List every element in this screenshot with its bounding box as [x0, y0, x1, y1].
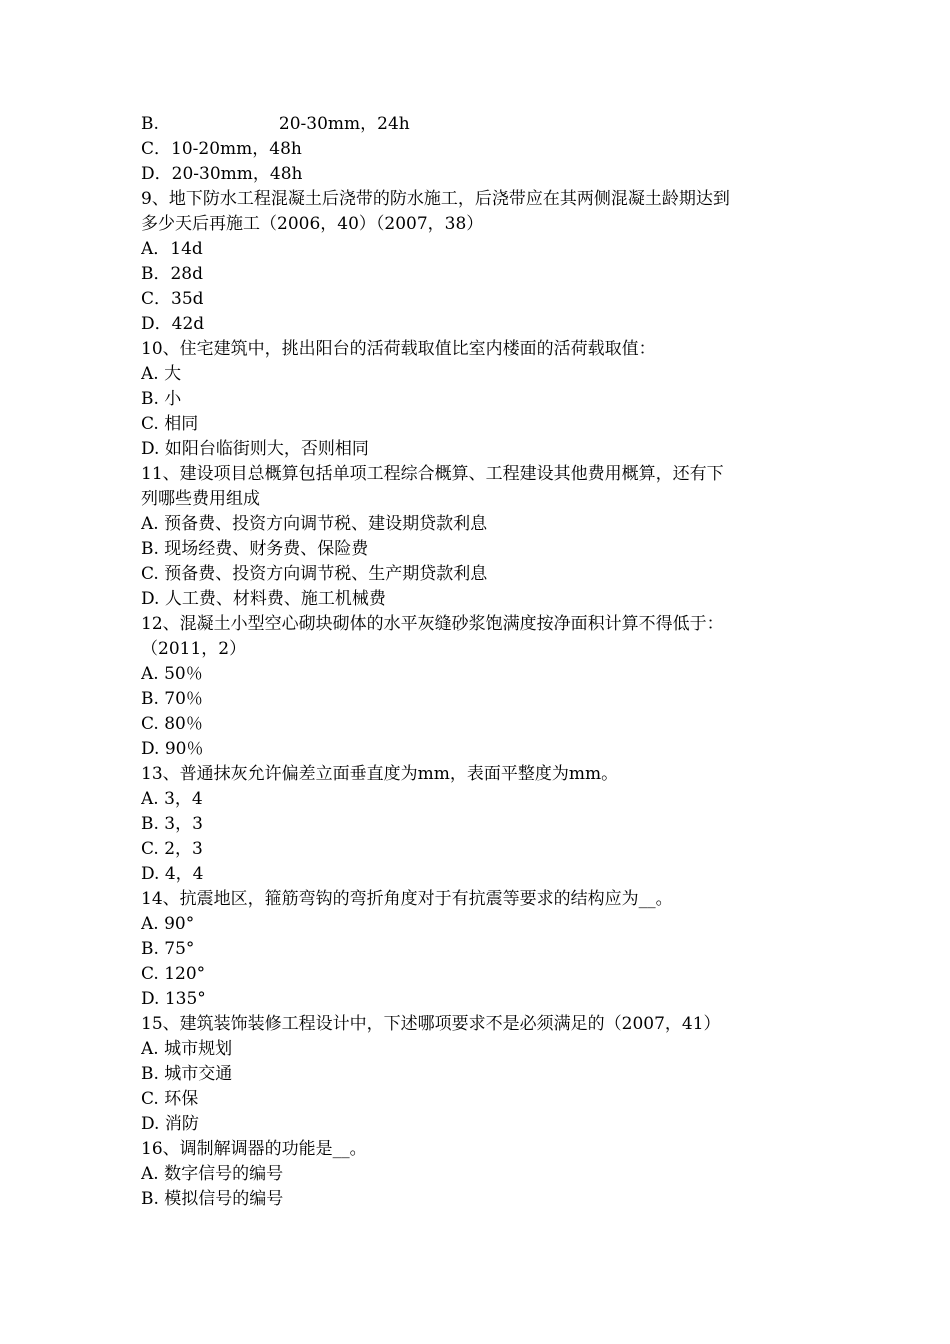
option-line: C. 2，3 [141, 839, 203, 859]
option-line: B. 3，3 [141, 814, 203, 834]
option-line: B．28d [141, 264, 204, 284]
question-stem: 列哪些费用组成 [141, 489, 260, 509]
question-stem: 15、建筑装饰装修工程设计中，下述哪项要求不是必须满足的（2007，41） [141, 1014, 721, 1034]
option-line: C．35d [141, 289, 204, 309]
question-stem: 多少天后再施工（2006，40）（2007，38） [141, 214, 484, 234]
option-line: C. 环保 [141, 1089, 199, 1109]
option-line: B. 70％ [141, 689, 203, 709]
option-letter: C． [141, 139, 172, 159]
option-line: A．14d [141, 239, 203, 259]
question-stem: 9、地下防水工程混凝土后浇带的防水施工，后浇带应在其两侧混凝土龄期达到 [141, 189, 730, 209]
question-stem: 14、抗震地区，箍筋弯钩的弯折角度对于有抗震等要求的结构应为__。 [141, 889, 673, 909]
option-line: A. 3，4 [141, 789, 203, 809]
question-stem: 10、住宅建筑中，挑出阳台的活荷载取值比室内楼面的活荷载取值： [141, 339, 656, 359]
option-line: B. 模拟信号的编号 [141, 1189, 284, 1209]
option-line: D. 如阳台临街则大，否则相同 [141, 439, 369, 459]
document-body [141, 112, 821, 1212]
option-text: 10-20mm，48h [171, 139, 302, 159]
question-stem: 11、建设项目总概算包括单项工程综合概算、工程建设其他费用概算，还有下 [141, 464, 724, 484]
option-letter: D． [141, 164, 172, 184]
option-line: B. 小 [141, 389, 182, 409]
option-line: C. 预备费、投资方向调节税、生产期贷款利息 [141, 564, 488, 584]
question-stem: 16、调制解调器的功能是__。 [141, 1139, 367, 1159]
option-letter: B. [141, 114, 159, 134]
option-line: C. 相同 [141, 414, 199, 434]
question-stem: （2011，2） [141, 639, 247, 659]
option-line: B. 现场经费、财务费、保险费 [141, 539, 369, 559]
option-line: A. 数字信号的编号 [141, 1164, 284, 1184]
option-line [141, 112, 821, 137]
option-line: D. 4，4 [141, 864, 204, 884]
option-line: B. 75° [141, 939, 195, 959]
option-line: C. 120° [141, 964, 206, 984]
option-line: A. 预备费、投资方向调节税、建设期贷款利息 [141, 514, 488, 534]
option-line: D. 人工费、材料费、施工机械费 [141, 589, 386, 609]
option-line: A. 90° [141, 914, 195, 934]
option-line: C. 80％ [141, 714, 203, 734]
option-line: A. 50％ [141, 664, 203, 684]
option-line: D. 消防 [141, 1114, 199, 1134]
option-line: D．42d [141, 314, 205, 334]
option-line: D. 135° [141, 989, 206, 1009]
option-line: A. 城市规划 [141, 1039, 233, 1059]
question-stem: 13、普通抹灰允许偏差立面垂直度为mm，表面平整度为mm。 [141, 764, 619, 784]
option-text: 20-30mm，48h [171, 164, 303, 184]
question-stem: 12、混凝土小型空心砌块砌体的水平灰缝砂浆饱满度按净面积计算不得低于： [141, 614, 724, 634]
option-line: B. 城市交通 [141, 1064, 233, 1084]
option-text: 20-30mm，24h [278, 114, 410, 134]
option-line [141, 162, 821, 187]
option-line [141, 137, 821, 162]
option-line: D. 90％ [141, 739, 204, 759]
option-line: A. 大 [141, 364, 182, 384]
